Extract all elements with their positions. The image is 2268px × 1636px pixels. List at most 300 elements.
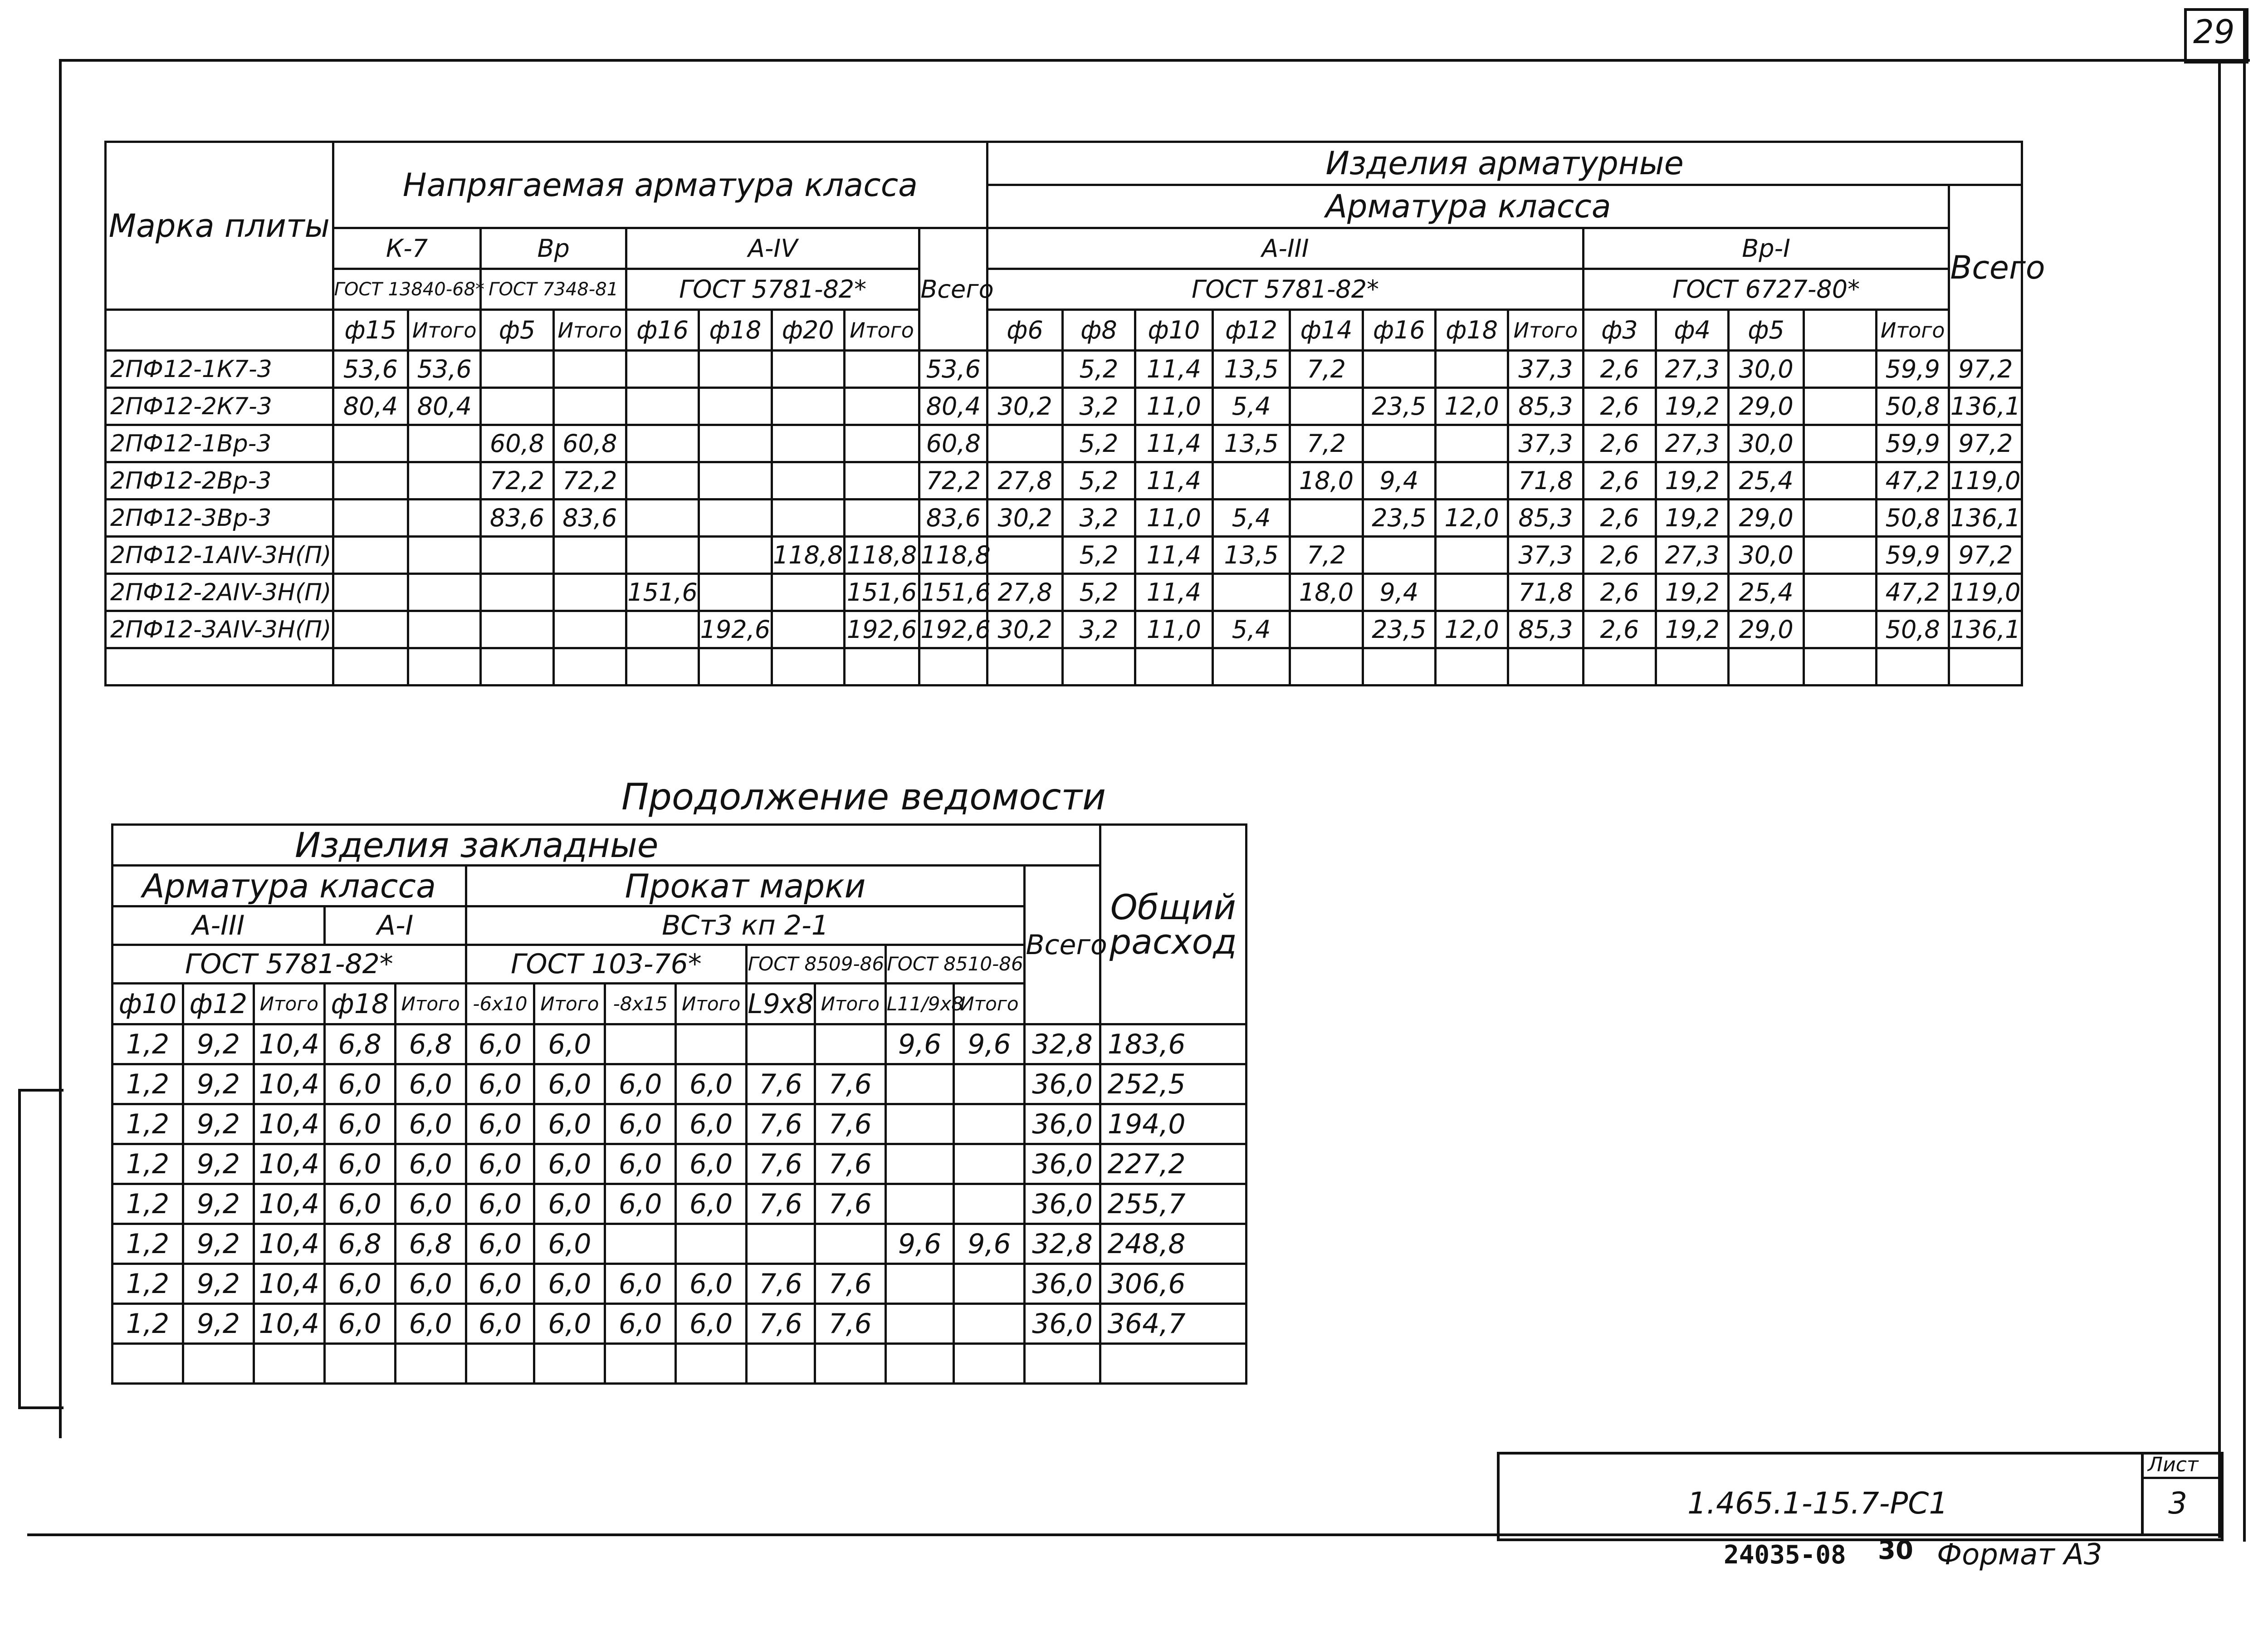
table-cell [1100,1344,1246,1384]
table-cell [747,1224,815,1264]
table-cell: 30,2 [987,500,1062,537]
table-cell: 85,3 [1508,388,1583,425]
table-cell: 11,4 [1135,574,1213,611]
table-cell [919,648,987,686]
table-cell [699,462,772,500]
table-cell [1804,611,1876,648]
table-cell: 5,4 [1212,500,1290,537]
table-cell: 1,2 [112,1184,183,1224]
table-cell [553,648,626,686]
table-cell: 12,0 [1435,611,1508,648]
table-cell: 151,6 [844,574,919,611]
table-cell: 72,2 [553,462,626,500]
inventory-number: 24035-08 [1724,1540,1846,1570]
frame-right [2218,59,2221,1538]
table-cell: 192,6 [919,611,987,648]
table-cell: 11,4 [1135,351,1213,388]
table-cell [772,648,844,686]
table-cell: 7,6 [815,1184,885,1224]
table-cell [1804,425,1876,462]
table-cell [408,574,481,611]
table-cell: 6,0 [466,1104,534,1144]
table-cell [1363,425,1435,462]
table-row [106,537,2022,574]
column-header: ф10 [112,984,183,1024]
table-cell: 6,0 [324,1144,395,1184]
table-cell [481,648,553,686]
table-cell: 10,4 [254,1144,324,1184]
column-header: ф5 [1729,310,1804,351]
table-cell: 97,2 [1949,425,2022,462]
table-cell [699,500,772,537]
table-cell [408,500,481,537]
sheet-number: 29 [2193,13,2235,51]
column-header: ф14 [1290,310,1363,351]
table-cell [183,1344,254,1384]
table-cell: 118,8 [772,537,844,574]
table-cell [1804,351,1876,388]
table-cell: 72,2 [481,462,553,500]
table-cell: 5,2 [1062,425,1135,462]
title-block-divider [2141,1452,2144,1536]
sheet-value: 3 [2168,1486,2187,1521]
table-cell: 6,0 [676,1304,747,1344]
table-cell: 7,6 [815,1104,885,1144]
table-cell [954,1104,1025,1144]
table-cell: 7,6 [815,1304,885,1344]
table-cell: 252,5 [1100,1064,1246,1104]
table-cell: 6,8 [324,1224,395,1264]
table-cell: 1,2 [112,1064,183,1104]
table-cell [1949,648,2022,686]
table-cell: 119,0 [1949,462,2022,500]
table-cell: 5,4 [1212,388,1290,425]
table-cell [885,1344,954,1384]
table-cell: 5,2 [1062,574,1135,611]
table-cell: 36,0 [1025,1304,1100,1344]
table-cell: 7,6 [747,1064,815,1104]
table-cell: 2,6 [1583,574,1656,611]
table-cell [333,462,408,500]
table-cell: 7,2 [1290,537,1363,574]
column-header: L11/9х8 [885,984,954,1024]
table-cell: 80,4 [333,388,408,425]
column-header: ф18 [1435,310,1508,351]
table-cell: 9,6 [954,1224,1025,1264]
table-cell: 47,2 [1877,574,1949,611]
table-cell: 6,0 [466,1024,534,1064]
column-header: Итого [676,984,747,1024]
table-row [106,351,2022,388]
header-mark-spacer [106,310,333,351]
table-cell [954,1264,1025,1304]
table-cell: 6,0 [324,1304,395,1344]
table-cell: 6,0 [466,1264,534,1304]
table-cell [815,1224,885,1264]
column-header: ф15 [333,310,408,351]
table-cell: 23,5 [1363,388,1435,425]
table-cell: 10,4 [254,1184,324,1224]
column-header: ф20 [772,310,844,351]
table-cell [1435,351,1508,388]
table-cell: 2,6 [1583,611,1656,648]
table-row [106,425,2022,462]
table-cell: 306,6 [1100,1264,1246,1304]
table-cell: 2,6 [1583,351,1656,388]
header-rebar-class: Арматура класса [987,185,1949,228]
table-cell: 1,2 [112,1304,183,1344]
table-cell: 6,0 [534,1104,605,1144]
table-cell: 6,0 [395,1104,466,1144]
table-cell [553,351,626,388]
header-a3-gost: ГОСТ 5781-82* [987,269,1583,310]
column-header [1804,310,1876,351]
table-cell [954,1344,1025,1384]
table-cell: 6,0 [605,1064,676,1104]
table-cell [676,1344,747,1384]
table-cell: 7,6 [747,1104,815,1144]
row-mark: 2ПФ12-3АIV-3Н(П) [106,611,333,648]
table-cell [1583,648,1656,686]
column-header: -8х15 [605,984,676,1024]
header-total-2: Всего [1025,866,1100,1024]
table-cell [699,537,772,574]
table-cell [1877,648,1949,686]
table-cell [954,1184,1025,1224]
table-cell: 23,5 [1363,500,1435,537]
header-overall: Общий расход [1100,825,1246,1024]
table-cell: 6,0 [534,1184,605,1224]
table-cell [1508,648,1583,686]
header-a4-gost: ГОСТ 5781-82* [626,269,919,310]
header-vr: Вр [481,228,626,269]
table-cell: 6,0 [605,1264,676,1304]
table-cell [844,648,919,686]
table-cell: 6,0 [324,1104,395,1144]
table-cell: 10,4 [254,1264,324,1304]
table-cell [408,425,481,462]
table-cell [605,1344,676,1384]
table-cell [772,425,844,462]
table-cell: 5,2 [1062,351,1135,388]
table-cell: 1,2 [112,1264,183,1304]
column-header-row [106,310,2022,351]
table-cell [1290,500,1363,537]
table-cell: 27,8 [987,574,1062,611]
table-cell: 9,2 [183,1064,254,1104]
table-cell: 136,1 [1949,611,2022,648]
table-cell: 32,8 [1025,1024,1100,1064]
sheet-label: Лист [2148,1453,2199,1476]
table-row [106,500,2022,537]
table-cell: 13,5 [1212,537,1290,574]
table-cell: 6,0 [676,1184,747,1224]
table-cell [553,574,626,611]
column-header: ф12 [1212,310,1290,351]
table-cell [626,462,699,500]
table-cell: 37,3 [1508,351,1583,388]
table-cell: 6,0 [534,1304,605,1344]
table-cell [626,351,699,388]
table-cell [815,1344,885,1384]
reinforcement-table [104,141,2045,686]
continuation-title: Продолжение ведомости [621,776,1106,818]
table-cell: 7,6 [747,1144,815,1184]
header-total2: Всего [1949,185,2022,351]
table-cell: 7,6 [747,1184,815,1224]
table-cell: 118,8 [919,537,987,574]
table-cell [954,1064,1025,1104]
table-cell [481,388,553,425]
page-number: 30 [1878,1536,1913,1565]
table-cell: 255,7 [1100,1184,1246,1224]
table-cell: 59,9 [1877,537,1949,574]
table-cell [1804,388,1876,425]
table-cell: 80,4 [919,388,987,425]
table-cell [408,611,481,648]
table-cell: 6,0 [676,1064,747,1104]
row-mark: 2ПФ12-2АIV-3Н(П) [106,574,333,611]
table-cell: 60,8 [553,425,626,462]
table-cell: 37,3 [1508,425,1583,462]
table-cell [772,500,844,537]
binding-mark [18,1089,21,1406]
table-cell: 2,6 [1583,500,1656,537]
column-header: ф5 [481,310,553,351]
table-cell: 6,0 [324,1264,395,1304]
binding-mark-h2 [18,1406,64,1409]
table-cell: 25,4 [1729,574,1804,611]
table-cell: 6,0 [395,1144,466,1184]
header-gost8509: ГОСТ 8509-86 [747,945,886,984]
table-cell [466,1344,534,1384]
column-header: L9х8 [747,984,815,1024]
table-cell [333,648,408,686]
table-cell: 11,4 [1135,537,1213,574]
column-header: Итого [408,310,481,351]
table-cell: 60,8 [481,425,553,462]
table-cell: 10,4 [254,1224,324,1264]
table-cell: 9,2 [183,1304,254,1344]
row-mark: 2ПФ12-1Вр-3 [106,425,333,462]
table-cell [885,1264,954,1304]
table-cell [1135,648,1213,686]
table-cell [885,1144,954,1184]
table-row [106,648,2022,686]
table-cell: 192,6 [699,611,772,648]
table-cell: 3,2 [1062,388,1135,425]
table-cell: 36,0 [1025,1264,1100,1304]
table-cell: 30,2 [987,611,1062,648]
table-cell: 6,0 [324,1064,395,1104]
embedded-items-table [111,823,1247,1385]
table-row [112,1024,1246,1064]
table-cell: 1,2 [112,1224,183,1264]
table-cell: 7,6 [747,1304,815,1344]
table-cell: 6,8 [395,1024,466,1064]
row-mark: 2ПФ12-3Вр-3 [106,500,333,537]
table-cell: 50,8 [1877,500,1949,537]
header-a3: А-III [987,228,1583,269]
table-cell [885,1064,954,1104]
table-cell [1290,648,1363,686]
table-cell [333,500,408,537]
title-block-sheet-line [2141,1477,2218,1479]
column-header: Итого [534,984,605,1024]
table-cell: 29,0 [1729,500,1804,537]
table-cell [626,500,699,537]
table-cell [676,1024,747,1064]
header-a3-2: А-III [112,906,325,945]
row-mark: 2ПФ12-2Вр-3 [106,462,333,500]
column-header: ф8 [1062,310,1135,351]
table-cell: 11,0 [1135,388,1213,425]
table-row [112,1264,1246,1304]
table-cell [481,611,553,648]
table-cell: 11,0 [1135,611,1213,648]
table-row [112,1344,1246,1384]
table-cell: 5,2 [1062,462,1135,500]
table-cell [987,351,1062,388]
table-cell: 47,2 [1877,462,1949,500]
table-cell: 6,8 [324,1024,395,1064]
table-cell: 7,6 [815,1264,885,1304]
table-cell: 6,0 [395,1064,466,1104]
table-cell: 6,0 [466,1064,534,1104]
table-row [112,1224,1246,1264]
table-cell: 29,0 [1729,388,1804,425]
header-vr1: Вр-I [1583,228,1949,269]
header-gost8510: ГОСТ 8510-86 [885,945,1025,984]
table-cell: 12,0 [1435,500,1508,537]
table-cell [1435,648,1508,686]
table-cell: 19,2 [1656,500,1729,537]
table-cell: 192,6 [844,611,919,648]
table-cell [553,388,626,425]
table-cell [954,1144,1025,1184]
column-header: ф18 [324,984,395,1024]
table-cell: 72,2 [919,462,987,500]
table-cell: 9,2 [183,1224,254,1264]
table-cell: 6,0 [395,1184,466,1224]
table-cell: 7,6 [815,1144,885,1184]
table-cell [626,648,699,686]
table-cell: 6,0 [324,1184,395,1224]
table-cell: 7,2 [1290,425,1363,462]
table-cell: 50,8 [1877,388,1949,425]
column-header: ф10 [1135,310,1213,351]
table-cell: 6,0 [466,1144,534,1184]
column-header: ф16 [626,310,699,351]
table-cell [1804,500,1876,537]
table-cell: 25,4 [1729,462,1804,500]
table-cell: 6,0 [534,1264,605,1304]
table-cell [885,1184,954,1224]
table-cell [408,648,481,686]
table-cell [987,648,1062,686]
table-cell: 13,5 [1212,425,1290,462]
table-cell: 7,2 [1290,351,1363,388]
table-cell [954,1304,1025,1344]
table-cell: 5,2 [1062,537,1135,574]
header-gost103: ГОСТ 103-76* [466,945,746,984]
table-cell: 19,2 [1656,388,1729,425]
table-cell [1363,648,1435,686]
table-cell: 83,6 [553,500,626,537]
table-cell: 27,3 [1656,425,1729,462]
column-header: ф3 [1583,310,1656,351]
column-header: ф4 [1656,310,1729,351]
table-cell [1025,1344,1100,1384]
table-cell: 53,6 [919,351,987,388]
header-a3-gost-2: ГОСТ 5781-82* [112,945,466,984]
table-cell: 18,0 [1290,462,1363,500]
table-cell: 6,0 [534,1024,605,1064]
table-cell: 29,0 [1729,611,1804,648]
table-cell: 97,2 [1949,537,2022,574]
table-cell: 10,4 [254,1024,324,1064]
table-cell [1290,388,1363,425]
table-cell [699,425,772,462]
table-cell: 364,7 [1100,1304,1246,1344]
header-mark: Марка плиты [106,142,333,310]
table-cell: 36,0 [1025,1104,1100,1144]
column-header: Итого [395,984,466,1024]
table-cell: 2,6 [1583,388,1656,425]
table-cell: 50,8 [1877,611,1949,648]
table-cell: 30,0 [1729,537,1804,574]
table-cell [481,574,553,611]
table-cell [553,537,626,574]
table-cell: 227,2 [1100,1144,1246,1184]
column-header: Итого [1877,310,1949,351]
header-a1: А-I [324,906,466,945]
table-cell [1435,574,1508,611]
table-cell: 6,0 [534,1224,605,1264]
table-cell: 2,6 [1583,425,1656,462]
table-cell: 10,4 [254,1104,324,1144]
header-k7-gost: ГОСТ 13840-68* [333,269,481,310]
frame-top [59,59,2250,62]
table-cell [1212,462,1290,500]
designation: 1.465.1-15.7-РС1 [1687,1486,1948,1521]
table-cell: 30,0 [1729,351,1804,388]
table-cell: 6,0 [676,1264,747,1304]
table-cell: 6,0 [676,1144,747,1184]
table-cell [1363,351,1435,388]
table-cell: 7,6 [815,1064,885,1104]
table-cell: 6,0 [605,1184,676,1224]
table-cell: 9,2 [183,1264,254,1304]
table-cell: 11,4 [1135,425,1213,462]
row-mark [106,648,333,686]
table-cell [333,537,408,574]
table-cell: 6,0 [676,1104,747,1144]
table-cell: 9,2 [183,1024,254,1064]
table-row [112,1104,1246,1144]
table-cell: 2,6 [1583,462,1656,500]
table-cell: 6,0 [534,1064,605,1104]
table-cell [112,1344,183,1384]
table-cell: 11,0 [1135,500,1213,537]
table-cell: 10,4 [254,1064,324,1104]
table-cell: 9,2 [183,1144,254,1184]
table-cell: 27,8 [987,462,1062,500]
table-cell: 12,0 [1435,388,1508,425]
table-cell: 5,4 [1212,611,1290,648]
table-cell [844,500,919,537]
table-cell [1062,648,1135,686]
